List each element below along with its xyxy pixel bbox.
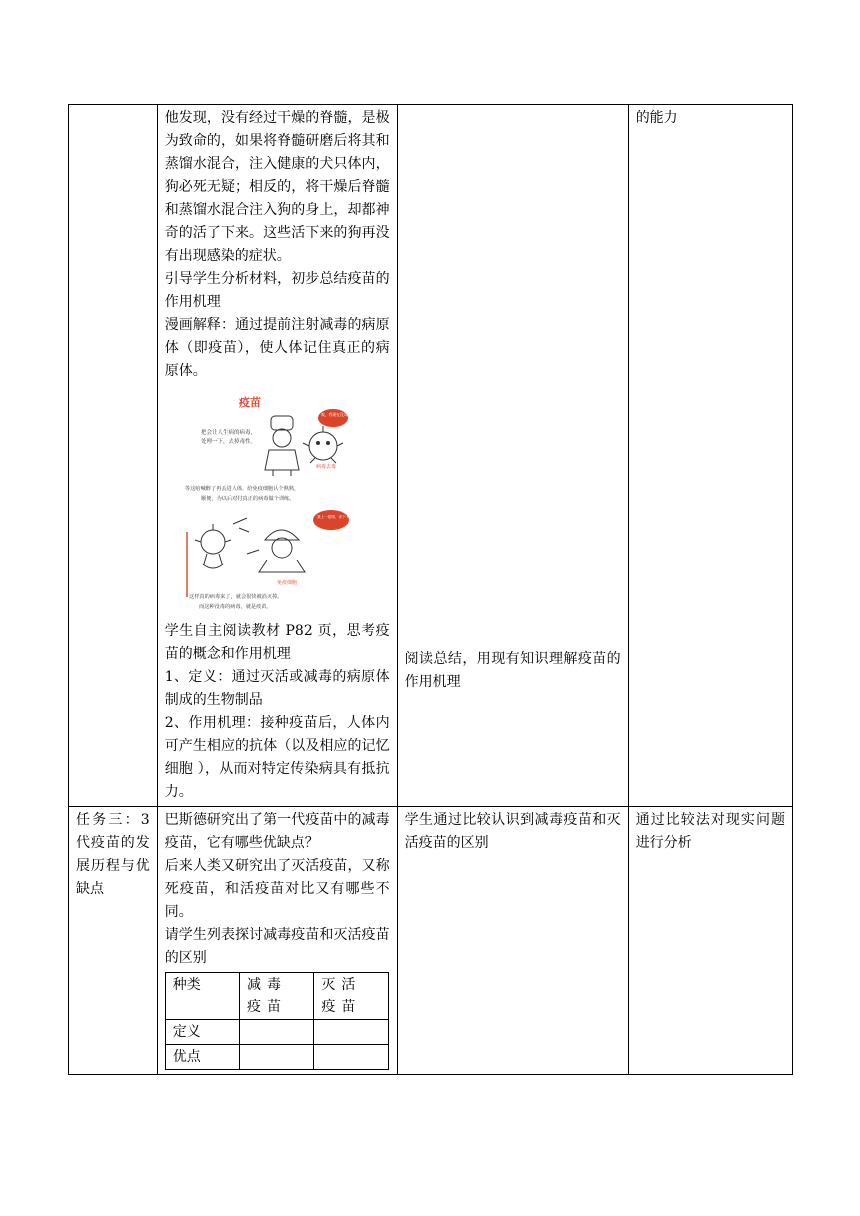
paragraph: 1、定义：通过灭活或减毒的病原体制成的生物制品	[164, 669, 390, 708]
design-intent-cell	[628, 807, 792, 1075]
cartoon-caption: 处理一下，去掉毒性。	[200, 439, 256, 445]
paragraph: 阅读总结，用现有知识理解疫苗的作用机理	[404, 651, 621, 690]
table-header: 灭活疫苗	[314, 973, 388, 1020]
table-row	[69, 807, 793, 1075]
cartoon-caption: 顺便，为以后对付真正的病毒做个训练。	[200, 496, 295, 502]
speech-bubble	[313, 510, 349, 530]
paragraph: 通过比较法对现实问题进行分析	[635, 812, 785, 851]
teacher-activity-cell	[157, 105, 397, 807]
design-intent-cell: 的能力	[628, 105, 792, 807]
task-title: 任务三：3代疫苗的发展历程与优缺点	[76, 812, 150, 897]
virus-figure	[303, 426, 343, 463]
table-cell: 定义	[165, 1020, 239, 1045]
cartoon-caption: 等这哈喊醉了再丢进人体，给免疫细胞认个熟熟，	[184, 486, 299, 492]
table-cell	[240, 1045, 314, 1070]
cartoon-caption: 把会让人生病的病毒，	[200, 430, 256, 436]
table-cell: 优点	[165, 1045, 239, 1070]
paragraph: 2、作用机理：接种疫苗后，人体内可产生相应的抗体（以及相应的记忆细胞 ），从而对特定传染病具有抵抗力。	[164, 715, 390, 800]
doctor-figure	[265, 416, 299, 476]
comparison-table	[165, 972, 389, 1070]
bubble-text: 我上一招呀，来下十招功。	[316, 515, 360, 519]
vaccine-cartoon-illustration	[173, 392, 373, 614]
bubble-text: 唉，我现在没毒啦	[320, 412, 352, 417]
cartoon-tag: 免疫细胞	[276, 580, 297, 586]
table-cell	[314, 1020, 388, 1045]
paragraph: 他发现，没有经过干燥的脊髓，是极为致命的，如果将脊髓研磨后将其和蒸馏水混合，注入健康的犬只体内，狗必死无疑；相反的，将干燥后脊髓和蒸馏水混合注入狗的身上，却都神奇的活了下来。这些活下来的狗再没有出现感染的症状。	[164, 110, 390, 264]
table-row	[165, 1045, 388, 1070]
table-header: 种类	[165, 973, 239, 1020]
table-header: 减毒疫苗	[240, 973, 314, 1020]
paragraph: 请学生列表探讨减毒疫苗和灭活疫苗的区别	[164, 927, 390, 966]
cartoon-caption: 这样真的病毒来了，就会很快被消灭掉。	[188, 594, 283, 600]
immune-cell-figure	[247, 530, 305, 572]
table-row	[69, 105, 793, 807]
teacher-activity-cell	[157, 807, 397, 1075]
paragraph: 学生通过比较认识到减毒疫苗和灭活疫苗的区别	[404, 812, 621, 851]
cartoon-title: 疫苗	[238, 396, 261, 409]
paragraph: 学生自主阅读教材 P82 页，思考疫苗的概念和作用机理	[164, 623, 390, 662]
paragraph: 引导学生分析材料，初步总结疫苗的作用机理	[164, 271, 390, 310]
table-cell	[314, 1045, 388, 1070]
student-activity-cell	[397, 105, 628, 807]
table-row	[165, 973, 388, 1020]
paragraph: 漫画解释：通过提前注射减毒的病原体（即疫苗），使人体记住真正的病原体。	[164, 317, 390, 379]
cartoon-tag: 病毒去毒	[315, 464, 336, 470]
blank-space	[405, 107, 621, 648]
student-activity-cell	[397, 807, 628, 1075]
weakened-virus-figure	[195, 518, 249, 568]
task-cell	[69, 807, 158, 1075]
vaccine-cartoon-image	[165, 392, 390, 614]
table-row	[165, 1020, 388, 1045]
cartoon-caption: 而这种没毒的病毒，就是疫苗。	[198, 604, 272, 610]
paragraph: 巴斯德研究出了第一代疫苗中的减毒疫苗，它有哪些优缺点？	[164, 812, 390, 851]
lesson-plan-table	[68, 104, 793, 1075]
table-cell	[240, 1020, 314, 1045]
paragraph: 后来人类又研究出了灭活疫苗，又称死疫苗，和活疫苗对比又有哪些不同。	[164, 858, 390, 920]
task-cell	[69, 105, 158, 807]
